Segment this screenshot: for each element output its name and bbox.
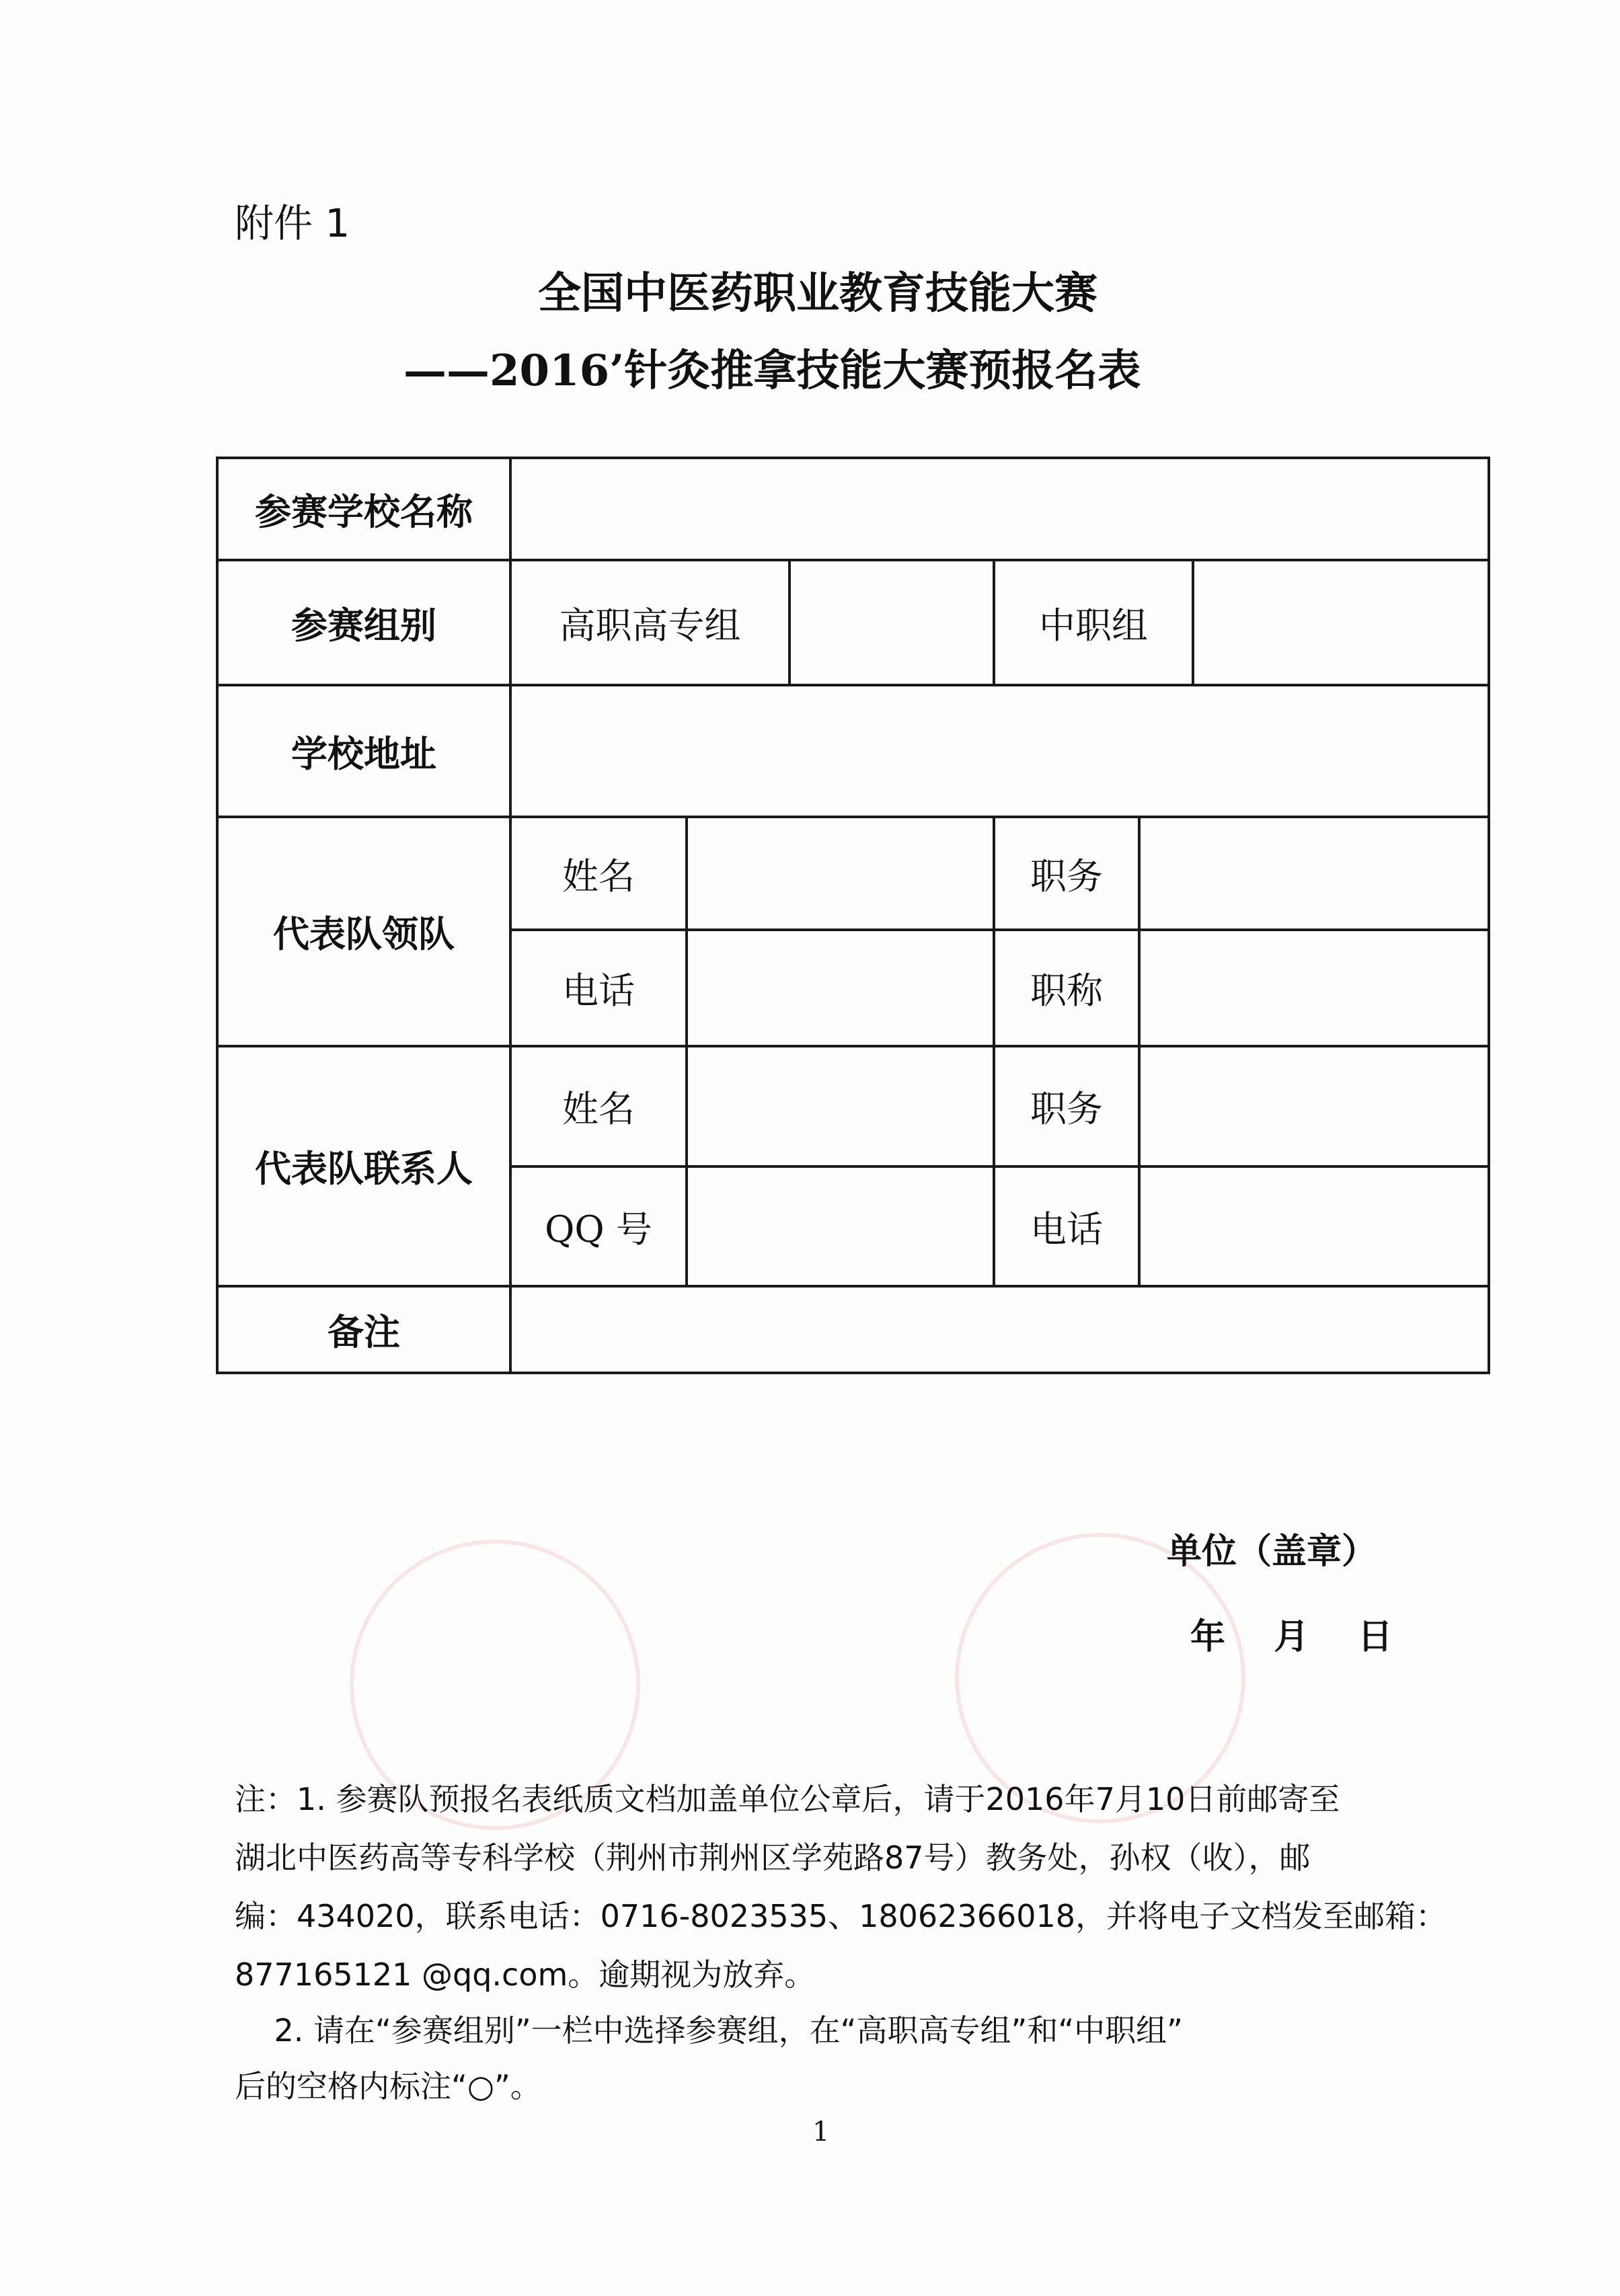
group-option-secondary: 中职组 (994, 560, 1193, 685)
attachment-label: 附件 1 (235, 200, 350, 246)
unit-seal-label: 单位（盖章） (1167, 1531, 1377, 1572)
note-line: 编：434020，联系电话：0716-8023535、18062366018，并将电子文档发至邮箱： (235, 1898, 1447, 1934)
contact-name-field[interactable] (687, 1046, 994, 1166)
leader-name-field[interactable] (687, 817, 994, 930)
contact-phone-field[interactable] (1139, 1166, 1489, 1286)
leader-position-label: 职务 (994, 817, 1139, 930)
note-line: 877165121 @qq.com。逾期视为放弃。 (235, 1956, 816, 1993)
note-line: 湖北中医药高等专科学校（荆州市荆州区学苑路87号）教务处，孙权（收），邮 (235, 1839, 1311, 1876)
leader-label: 代表队领队 (217, 817, 510, 1046)
page-number: 1 (812, 2116, 830, 2147)
document-title: 全国中医药职业教育技能大赛 (538, 268, 1097, 319)
remarks-field[interactable] (510, 1286, 1489, 1373)
note-line: 2. 请在“参赛组别”一栏中选择参赛组，在“高职高专组”和“中职组” (235, 2012, 1183, 2049)
registration-form-table (216, 457, 1490, 1374)
contact-name-label: 姓名 (510, 1046, 687, 1166)
document-subtitle: ——2016’针灸推拿技能大赛预报名表 (403, 346, 1141, 396)
contact-phone-label: 电话 (994, 1166, 1139, 1286)
note-line: 后的空格内标注“○”。 (235, 2068, 541, 2104)
leader-title-label: 职称 (994, 930, 1139, 1046)
address-field[interactable] (510, 685, 1489, 817)
leader-position-field[interactable] (1139, 817, 1489, 930)
note-line: 注：1. 参赛队预报名表纸质文档加盖单位公章后，请于2016年7月10日前邮寄至 (235, 1781, 1340, 1817)
group-secondary-mark-field[interactable] (1193, 560, 1489, 685)
leader-title-field[interactable] (1139, 930, 1489, 1046)
remarks-label: 备注 (217, 1286, 510, 1373)
contact-qq-field[interactable] (687, 1166, 994, 1286)
leader-name-label: 姓名 (510, 817, 687, 930)
address-label: 学校地址 (217, 685, 510, 817)
leader-phone-label: 电话 (510, 930, 687, 1046)
contact-qq-label: QQ 号 (510, 1166, 687, 1286)
contact-position-label: 职务 (994, 1046, 1139, 1166)
school-name-label: 参赛学校名称 (217, 458, 510, 560)
group-option-higher: 高职高专组 (510, 560, 789, 685)
leader-phone-field[interactable] (687, 930, 994, 1046)
group-higher-mark-field[interactable] (789, 560, 994, 685)
contact-label: 代表队联系人 (217, 1046, 510, 1286)
contact-position-field[interactable] (1139, 1046, 1489, 1166)
group-label: 参赛组别 (217, 560, 510, 685)
date-label: 年 月 日 (1190, 1616, 1393, 1657)
school-name-field[interactable] (510, 458, 1489, 560)
